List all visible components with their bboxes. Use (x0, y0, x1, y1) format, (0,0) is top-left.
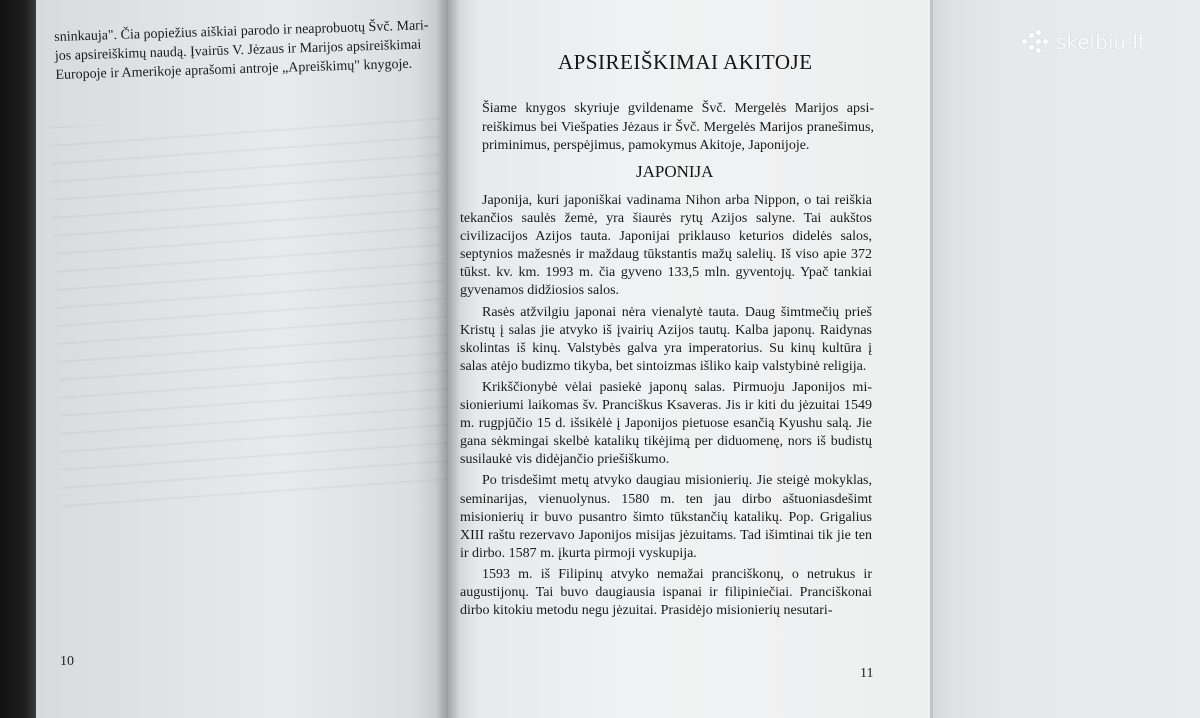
left-page (36, 0, 448, 718)
paragraph: Krikščionybė vėlai pasiekė japonų salas. Pirmuoju Japonijos misionieriumi laikomas šv. Pranciškus Ksaveras. Jis ir kiti du jėzuitai 1549 m. rugpjūčio 15 d. išsikėlė į Japonijos pietuose esančią Kyushu salą. Jie gana sėkmingai skelbė katalikų tikėjimą per diduomenę, nors iš budistų susilaukė vis didėjančio priešiškumo. (460, 379, 872, 468)
section-body (460, 192, 872, 623)
left-line: sninkauja". Čia popiežius aiškiai parodo ir neaprobuotų Švč. Mari- (54, 18, 429, 45)
watermark (1022, 30, 1146, 54)
show-through-text (49, 113, 448, 506)
page-stack-edge (930, 0, 1200, 718)
chapter-title: APSIREIŠKIMAI AKITOJE (558, 50, 813, 74)
paragraph: Japonija, kuri japoniškai vadinama Nihon arba Nippon, o tai reiškia tekančios saulės žemė, yra šiaurės rytų Azijos salyne. Tai aukštos civilizacijos Azijos tauta. Japonijai priklauso keturios didelės salos, septynios mažesnės ir maždaug tūkstantis mažų salelių. Iš viso apie 372 tūkst. kv. km. 1993 m. čia gyveno 133,5 mln. gyventojų. Ypač tankiai gyvenamos didžiosios salos. (460, 193, 872, 299)
watermark-text: skelbiu.lt (1056, 30, 1146, 54)
paragraph: Po trisdešimt metų atvyko daugiau misionierių. Jie steigė mokyklas, seminarijas, vienuolynus. 1580 m. ten jau dirbo aštuoniasdešimt misionierių ir buvo pusantro šimto tūkstančių katalikų. Pop. Grigalius XIII raštu rezervavo Japonijos misijas jėzuitams. Tad išimtinai tik jie ten ir dirbo. 1587 m. įkurta pirmoji vyskupija. (460, 473, 872, 561)
page-stack-line (930, 0, 933, 718)
left-page-number: 10 (60, 654, 74, 669)
right-page-number: 11 (860, 666, 874, 681)
dots-logo-icon (1022, 30, 1050, 54)
paragraph: 1593 m. iš Filipinų atvyko nemažai pranciškonų, o netrukus ir augustijonų. Tai buvo daugiausia ispanai ir filipiniečiai. Pranciškonai dirbo kitokiu metodu negu jėzuitai. Prasidėjo misionierių nesutari- (460, 566, 872, 619)
dark-book-edge (0, 0, 36, 718)
book-gutter-shadow (436, 0, 460, 718)
paragraph: Rasės atžvilgiu japonai nėra vienalytė tauta. Daug šimtmečių prieš Kristų į salas jie atvyko iš įvairių Azijos tautų. Kalba japonų. Raidynas skolintas iš kinų. Valstybės galva yra imperatorius. Su kinų kultūra į salas atėjo budizmo tikyba, bet sintoizmas išliko kaip valstybinė religija. (460, 304, 872, 374)
right-page (448, 0, 930, 718)
left-page-text (54, 16, 448, 85)
left-line: Europoje ir Amerikoje aprašomi antroje „Apreiškimų" knygoje. (55, 56, 413, 83)
chapter-intro: Šiame knygos skyriuje gvildename Švč. Mergelės Marijos apsireiškimus bei Viešpaties Jėzaus ir Švč. Mergelės Marijos pranešimus, priminimus, perspėjimus, pamokymus Akitoje, Japonijoje. (482, 101, 874, 153)
left-line: jos apsireiškimų naudą. Įvairūs V. Jėzaus ir Marijos apsireiškimai (54, 37, 422, 64)
section-heading: JAPONIJA (636, 162, 714, 181)
